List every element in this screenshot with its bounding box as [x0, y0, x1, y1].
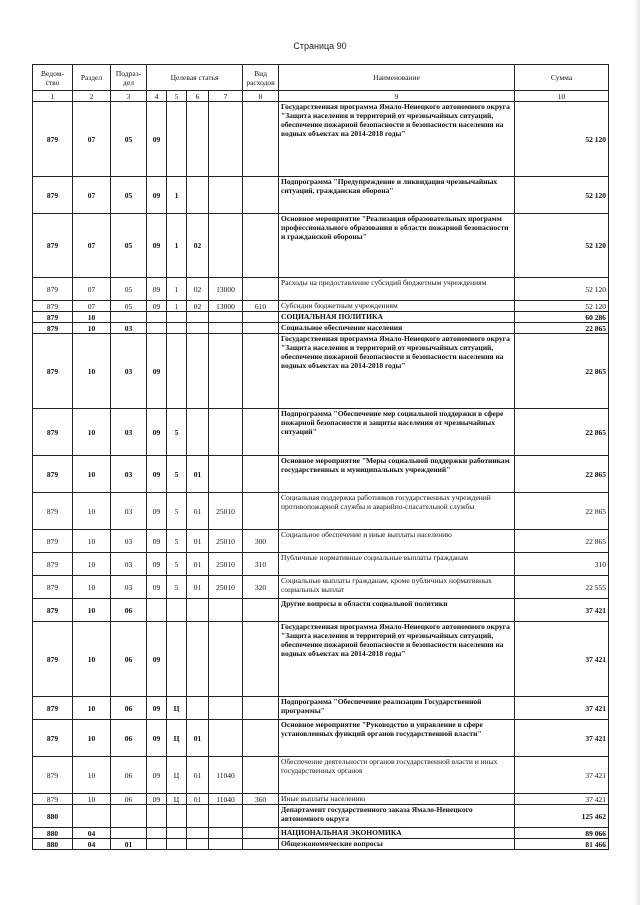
cell-name: Подпрограмма "Обеспечение мер социальной поддержки в сфере пожарной безопасности и защиты населения от чрезвычайных ситуаций" [279, 409, 515, 456]
cell-target-subprogram: 1 [167, 177, 187, 214]
cell-department: 879 [33, 278, 73, 301]
cell-target-direction: 25010 [209, 493, 243, 530]
cell-target-subprogram [167, 828, 187, 839]
cell-target-subprogram: Ц [167, 720, 187, 757]
table-row [33, 839, 609, 850]
cell-target-activity [187, 177, 209, 214]
cell-sum: 22 865 [515, 493, 609, 530]
cell-target-direction: 25010 [209, 530, 243, 553]
cell-section: 10 [73, 530, 111, 553]
cell-target-program: 09 [147, 697, 167, 720]
cell-target-activity: 01 [187, 757, 209, 794]
cell-subsection: 03 [111, 493, 147, 530]
table-row [33, 599, 609, 622]
cell-section: 10 [73, 553, 111, 576]
column-number-cell: 7 [209, 91, 243, 102]
cell-target-activity [187, 828, 209, 839]
col-header-department: Ведом-ство [33, 65, 73, 91]
cell-target-program [147, 599, 167, 622]
cell-department: 879 [33, 599, 73, 622]
cell-subsection: 05 [111, 177, 147, 214]
cell-sum: 37 421 [515, 794, 609, 805]
cell-expense-type [243, 622, 279, 697]
cell-expense-type: 360 [243, 794, 279, 805]
cell-section: 10 [73, 576, 111, 599]
cell-target-subprogram: 5 [167, 456, 187, 493]
cell-section [73, 805, 111, 828]
cell-section: 10 [73, 720, 111, 757]
cell-target-subprogram [167, 312, 187, 323]
cell-sum: 52 120 [515, 102, 609, 177]
cell-department: 880 [33, 828, 73, 839]
cell-target-direction [209, 622, 243, 697]
cell-target-direction [209, 323, 243, 334]
cell-target-subprogram [167, 622, 187, 697]
cell-target-subprogram [167, 102, 187, 177]
cell-section: 10 [73, 794, 111, 805]
cell-subsection [111, 312, 147, 323]
cell-name: Подпрограмма "Обеспечение реализации Государственной программы" [279, 697, 515, 720]
cell-expense-type [243, 757, 279, 794]
cell-name: Социальное обеспечение населения [279, 323, 515, 334]
cell-sum: 37 421 [515, 697, 609, 720]
cell-expense-type [243, 278, 279, 301]
cell-subsection: 03 [111, 409, 147, 456]
cell-sum: 22 865 [515, 323, 609, 334]
cell-name: Основное мероприятие "Реализация образовательных программ профессионального образования в области пожарной безопасности и гражданской обороны" [279, 214, 515, 278]
cell-department: 879 [33, 794, 73, 805]
column-number-cell: 5 [167, 91, 187, 102]
cell-section: 10 [73, 622, 111, 697]
cell-target-program: 09 [147, 576, 167, 599]
cell-target-subprogram [167, 805, 187, 828]
column-number-cell: 2 [73, 91, 111, 102]
cell-name: Публичные нормативные социальные выплаты гражданам [279, 553, 515, 576]
cell-department: 879 [33, 177, 73, 214]
cell-target-program: 09 [147, 102, 167, 177]
cell-expense-type [243, 323, 279, 334]
cell-target-program: 09 [147, 757, 167, 794]
cell-sum: 37 421 [515, 622, 609, 697]
table-row [33, 278, 609, 301]
cell-expense-type [243, 312, 279, 323]
cell-sum: 37 421 [515, 720, 609, 757]
table-row [33, 805, 609, 828]
cell-sum: 52 120 [515, 278, 609, 301]
cell-name: Государственная программа Ямало-Ненецкого автономного округа "Защита населения и территорий от чрезвычайных ситуаций, обеспечение пожарной безопасности и безопасности населения на водных объектах на 2014-2018 годы" [279, 622, 515, 697]
cell-target-activity [187, 622, 209, 697]
column-number-cell: 4 [147, 91, 167, 102]
cell-target-direction [209, 102, 243, 177]
table-row [33, 334, 609, 409]
cell-name: Социальные выплаты гражданам, кроме публичных нормативных социальных выплат [279, 576, 515, 599]
cell-subsection: 06 [111, 622, 147, 697]
cell-target-program: 09 [147, 334, 167, 409]
cell-department: 880 [33, 839, 73, 850]
cell-department: 879 [33, 530, 73, 553]
cell-target-activity: 01 [187, 456, 209, 493]
cell-section: 10 [73, 697, 111, 720]
cell-expense-type [243, 697, 279, 720]
table-row [33, 177, 609, 214]
cell-department: 879 [33, 214, 73, 278]
cell-sum: 310 [515, 553, 609, 576]
cell-target-direction [209, 599, 243, 622]
table-row [33, 493, 609, 530]
cell-target-activity: 01 [187, 794, 209, 805]
cell-name: Другие вопросы в области социальной политики [279, 599, 515, 622]
cell-sum: 81 466 [515, 839, 609, 850]
cell-target-direction: 25010 [209, 553, 243, 576]
cell-department: 879 [33, 697, 73, 720]
cell-expense-type [243, 102, 279, 177]
cell-target-activity: 01 [187, 530, 209, 553]
cell-department: 879 [33, 553, 73, 576]
cell-target-direction [209, 409, 243, 456]
cell-target-direction: 13000 [209, 278, 243, 301]
cell-sum: 37 421 [515, 599, 609, 622]
cell-target-direction: 13000 [209, 301, 243, 312]
table-row [33, 576, 609, 599]
cell-expense-type [243, 720, 279, 757]
cell-subsection: 03 [111, 576, 147, 599]
cell-section: 07 [73, 301, 111, 312]
cell-target-direction [209, 312, 243, 323]
table-row [33, 323, 609, 334]
table-row [33, 301, 609, 312]
cell-subsection: 06 [111, 599, 147, 622]
cell-target-subprogram [167, 334, 187, 409]
cell-target-program: 09 [147, 794, 167, 805]
cell-section: 07 [73, 102, 111, 177]
table-row [33, 757, 609, 794]
cell-subsection: 06 [111, 794, 147, 805]
cell-target-program [147, 312, 167, 323]
cell-subsection: 03 [111, 553, 147, 576]
column-number-cell: 10 [515, 91, 609, 102]
cell-target-subprogram: 5 [167, 530, 187, 553]
cell-sum: 52 120 [515, 214, 609, 278]
cell-department: 879 [33, 493, 73, 530]
cell-target-subprogram: 5 [167, 576, 187, 599]
cell-expense-type [243, 334, 279, 409]
col-header-name: Наименование [279, 65, 515, 91]
cell-section: 04 [73, 828, 111, 839]
header-row [33, 65, 609, 91]
cell-expense-type [243, 839, 279, 850]
cell-target-direction: 25010 [209, 576, 243, 599]
table-row [33, 622, 609, 697]
table-body [33, 102, 609, 850]
cell-target-subprogram: Ц [167, 697, 187, 720]
col-header-sum: Сумма [515, 65, 609, 91]
cell-target-program: 09 [147, 278, 167, 301]
cell-expense-type [243, 493, 279, 530]
cell-sum: 52 120 [515, 301, 609, 312]
cell-sum: 22 865 [515, 456, 609, 493]
cell-subsection: 05 [111, 214, 147, 278]
cell-target-direction [209, 214, 243, 278]
cell-target-subprogram: 1 [167, 301, 187, 312]
cell-section: 10 [73, 409, 111, 456]
cell-target-activity: 01 [187, 493, 209, 530]
cell-target-direction: 11040 [209, 794, 243, 805]
cell-target-direction [209, 839, 243, 850]
cell-target-direction [209, 334, 243, 409]
cell-target-subprogram: 5 [167, 553, 187, 576]
table-row [33, 697, 609, 720]
table-row [33, 530, 609, 553]
cell-target-subprogram: 1 [167, 214, 187, 278]
cell-target-program [147, 805, 167, 828]
cell-target-subprogram [167, 599, 187, 622]
cell-target-program: 09 [147, 177, 167, 214]
cell-target-direction [209, 805, 243, 828]
table-row [33, 720, 609, 757]
cell-expense-type [243, 214, 279, 278]
cell-target-activity: 02 [187, 301, 209, 312]
cell-target-activity [187, 323, 209, 334]
cell-subsection: 06 [111, 720, 147, 757]
cell-target-program [147, 839, 167, 850]
cell-target-activity: 01 [187, 553, 209, 576]
cell-expense-type: 310 [243, 553, 279, 576]
cell-name: Обеспечение деятельности органов государственной власти и иных государственных органов [279, 757, 515, 794]
cell-subsection: 03 [111, 456, 147, 493]
cell-target-activity [187, 334, 209, 409]
cell-department: 879 [33, 456, 73, 493]
cell-target-program: 09 [147, 214, 167, 278]
cell-sum: 22 555 [515, 576, 609, 599]
cell-department: 879 [33, 334, 73, 409]
cell-name: Департамент государственного заказа Ямало-Ненецкого автономного округа [279, 805, 515, 828]
cell-target-program: 09 [147, 409, 167, 456]
table-row [33, 553, 609, 576]
cell-name: Подпрограмма "Предупреждение и ликвидация чрезвычайных ситуаций, гражданская оборона" [279, 177, 515, 214]
cell-department: 879 [33, 720, 73, 757]
cell-section: 10 [73, 493, 111, 530]
cell-expense-type [243, 409, 279, 456]
cell-section: 07 [73, 177, 111, 214]
cell-name: Социальная поддержка работников государственных учреждений противопожарной службы и аварийно-спасательной службы [279, 493, 515, 530]
cell-target-activity [187, 599, 209, 622]
cell-section: 10 [73, 757, 111, 794]
cell-target-direction [209, 828, 243, 839]
cell-target-program: 09 [147, 530, 167, 553]
cell-section: 07 [73, 278, 111, 301]
cell-department: 879 [33, 102, 73, 177]
cell-name: СОЦИАЛЬНАЯ ПОЛИТИКА [279, 312, 515, 323]
cell-target-program [147, 323, 167, 334]
cell-section: 10 [73, 599, 111, 622]
cell-section: 10 [73, 323, 111, 334]
cell-department: 879 [33, 622, 73, 697]
cell-sum: 22 865 [515, 409, 609, 456]
cell-subsection [111, 805, 147, 828]
cell-target-program: 09 [147, 456, 167, 493]
cell-subsection: 03 [111, 334, 147, 409]
cell-department: 879 [33, 576, 73, 599]
cell-name: Социальное обеспечение и иные выплаты населению [279, 530, 515, 553]
cell-name: Расходы на предоставление субсидий бюджетным учреждениям [279, 278, 515, 301]
col-header-expense-type: Вид расходов [243, 65, 279, 91]
cell-target-program: 09 [147, 720, 167, 757]
table-row [33, 312, 609, 323]
table-row [33, 794, 609, 805]
cell-sum: 89 066 [515, 828, 609, 839]
column-number-cell: 6 [187, 91, 209, 102]
cell-subsection: 01 [111, 839, 147, 850]
col-header-subsection: Подраз-дел [111, 65, 147, 91]
cell-subsection [111, 828, 147, 839]
col-header-target-article: Целевая статья [147, 65, 243, 91]
page-title: Страница 90 [293, 41, 347, 51]
cell-expense-type [243, 177, 279, 214]
scan-edge-shadow [634, 0, 640, 905]
cell-department: 879 [33, 409, 73, 456]
cell-section: 07 [73, 214, 111, 278]
cell-expense-type: 320 [243, 576, 279, 599]
cell-target-subprogram: 5 [167, 409, 187, 456]
table-row [33, 102, 609, 177]
cell-name: НАЦИОНАЛЬНАЯ ЭКОНОМИКА [279, 828, 515, 839]
cell-name: Общеэкономические вопросы [279, 839, 515, 850]
table-row [33, 214, 609, 278]
cell-target-program: 09 [147, 553, 167, 576]
table-row [33, 828, 609, 839]
cell-target-activity: 02 [187, 278, 209, 301]
cell-sum: 52 120 [515, 177, 609, 214]
cell-expense-type: 610 [243, 301, 279, 312]
column-number-cell: 3 [111, 91, 147, 102]
cell-target-program: 09 [147, 301, 167, 312]
table-row [33, 409, 609, 456]
cell-expense-type [243, 456, 279, 493]
cell-target-subprogram: 1 [167, 278, 187, 301]
cell-expense-type [243, 805, 279, 828]
cell-sum: 37 421 [515, 757, 609, 794]
cell-target-activity [187, 102, 209, 177]
column-number-cell: 1 [33, 91, 73, 102]
cell-name: Основное мероприятие "Меры социальной поддержки работникам государственных и муниципальных учреждений" [279, 456, 515, 493]
cell-subsection: 06 [111, 697, 147, 720]
cell-section: 04 [73, 839, 111, 850]
cell-target-subprogram: Ц [167, 794, 187, 805]
cell-target-activity [187, 312, 209, 323]
cell-subsection: 05 [111, 301, 147, 312]
column-number-cell: 8 [243, 91, 279, 102]
cell-sum: 22 865 [515, 334, 609, 409]
cell-target-activity [187, 805, 209, 828]
cell-department: 879 [33, 757, 73, 794]
cell-subsection: 06 [111, 757, 147, 794]
cell-target-subprogram [167, 839, 187, 850]
cell-name: Государственная программа Ямало-Ненецкого автономного округа "Защита населения и территорий от чрезвычайных ситуаций, обеспечение пожарной безопасности и безопасности населения на водных объектах на 2014-2018 годы" [279, 334, 515, 409]
cell-subsection: 05 [111, 278, 147, 301]
cell-target-program [147, 828, 167, 839]
cell-name: Иные выплаты населению [279, 794, 515, 805]
cell-subsection: 05 [111, 102, 147, 177]
cell-sum: 125 462 [515, 805, 609, 828]
cell-target-program: 09 [147, 493, 167, 530]
cell-target-direction [209, 697, 243, 720]
cell-section: 10 [73, 334, 111, 409]
cell-target-subprogram: Ц [167, 757, 187, 794]
cell-target-activity: 01 [187, 576, 209, 599]
column-number-row [33, 91, 609, 102]
cell-target-activity: 01 [187, 720, 209, 757]
cell-subsection: 03 [111, 323, 147, 334]
cell-department: 879 [33, 323, 73, 334]
cell-expense-type [243, 599, 279, 622]
cell-target-direction [209, 177, 243, 214]
cell-expense-type: 300 [243, 530, 279, 553]
cell-target-subprogram: 5 [167, 493, 187, 530]
col-header-section: Раздел [73, 65, 111, 91]
table-row [33, 456, 609, 493]
cell-section: 10 [73, 312, 111, 323]
cell-sum: 60 286 [515, 312, 609, 323]
cell-target-activity: 02 [187, 214, 209, 278]
cell-target-activity [187, 697, 209, 720]
cell-section: 10 [73, 456, 111, 493]
cell-expense-type [243, 828, 279, 839]
cell-target-direction: 11040 [209, 757, 243, 794]
cell-target-direction [209, 456, 243, 493]
cell-sum: 22 865 [515, 530, 609, 553]
cell-department: 880 [33, 805, 73, 828]
column-number-cell: 9 [279, 91, 515, 102]
cell-target-direction [209, 720, 243, 757]
cell-target-activity [187, 839, 209, 850]
budget-table [32, 64, 609, 850]
cell-name: Государственная программа Ямало-Ненецкого автономного округа "Защита населения и территорий от чрезвычайных ситуаций, обеспечение пожарной безопасности и безопасности населения на водных объектах на 2014-2018 годы" [279, 102, 515, 177]
cell-subsection: 03 [111, 530, 147, 553]
cell-target-activity [187, 409, 209, 456]
cell-department: 879 [33, 312, 73, 323]
cell-name: Субсидии бюджетным учреждениям [279, 301, 515, 312]
cell-name: Основное мероприятие "Руководство и управление в сфере установленных функций органов государственной власти" [279, 720, 515, 757]
cell-target-program: 09 [147, 622, 167, 697]
cell-department: 879 [33, 301, 73, 312]
cell-target-subprogram [167, 323, 187, 334]
